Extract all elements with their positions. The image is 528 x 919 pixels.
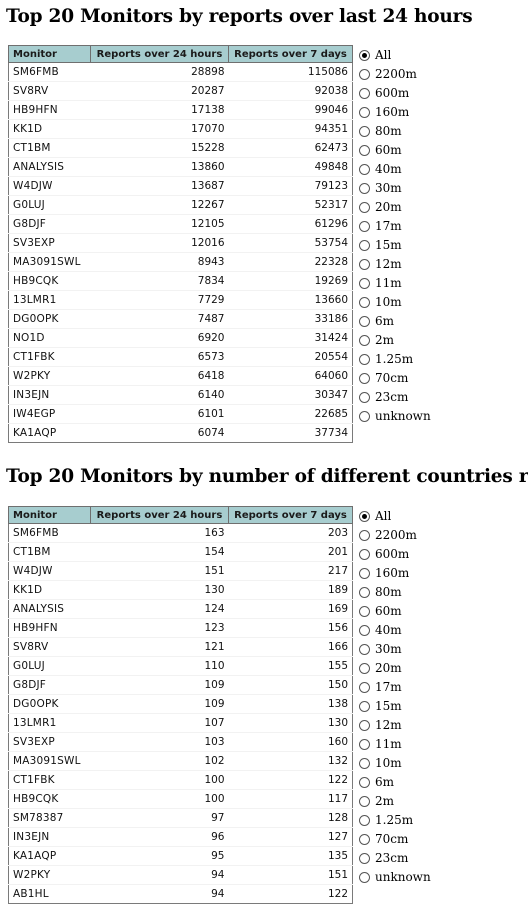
radio-button[interactable]	[359, 530, 370, 541]
band-option-20m[interactable]	[357, 659, 431, 678]
monitor-callsign: W4DJW	[9, 562, 91, 581]
band-label: 11m	[375, 737, 402, 751]
band-label: 20m	[375, 661, 402, 675]
band-option-6m[interactable]	[357, 312, 431, 331]
band-option-2200m[interactable]	[357, 526, 431, 545]
reports-24h-value: 109	[91, 695, 229, 714]
radio-button[interactable]	[359, 511, 370, 522]
reports-24h-value: 151	[91, 562, 229, 581]
reports-24h-value: 130	[91, 581, 229, 600]
band-label: 2m	[375, 794, 395, 808]
section2-title: Top 20 Monitors by number of different countries r	[6, 466, 528, 487]
band-label: 70cm	[375, 371, 409, 385]
reports-7d-value: 13660	[229, 291, 353, 310]
band-option-30m[interactable]	[357, 179, 431, 198]
table-row	[9, 676, 353, 695]
band-label: 12m	[375, 718, 402, 732]
monitor-callsign: IW4EGP	[9, 405, 91, 424]
table-row	[9, 82, 353, 101]
monitors-by-countries-table	[8, 506, 353, 904]
band-label: 2m	[375, 333, 395, 347]
band-option-12m[interactable]	[357, 255, 431, 274]
radio-button[interactable]	[359, 392, 370, 403]
monitor-callsign: HB9CQK	[9, 272, 91, 291]
column-header-reports-7d[interactable]: Reports over 7 days	[229, 46, 353, 63]
band-option-2200m[interactable]	[357, 65, 431, 84]
monitor-callsign: W2PKY	[9, 866, 91, 885]
radio-button[interactable]	[359, 758, 370, 769]
radio-button[interactable]	[359, 373, 370, 384]
reports-7d-value: 156	[229, 619, 353, 638]
monitor-callsign: MA3091SWL	[9, 752, 91, 771]
radio-button[interactable]	[359, 50, 370, 61]
table-row	[9, 177, 353, 196]
band-label: 17m	[375, 680, 402, 694]
radio-button[interactable]	[359, 720, 370, 731]
table-row	[9, 405, 353, 424]
table-row	[9, 386, 353, 405]
monitor-callsign: SV8RV	[9, 82, 91, 101]
radio-button[interactable]	[359, 107, 370, 118]
reports-24h-value: 7487	[91, 310, 229, 329]
radio-button[interactable]	[359, 796, 370, 807]
reports-7d-value: 22328	[229, 253, 353, 272]
reports-24h-value: 6573	[91, 348, 229, 367]
band-option-1-25m[interactable]	[357, 350, 431, 369]
reports-7d-value: 201	[229, 543, 353, 562]
band-option-10m[interactable]	[357, 293, 431, 312]
table-row	[9, 120, 353, 139]
table-row	[9, 367, 353, 386]
reports-24h-value: 109	[91, 676, 229, 695]
reports-7d-value: 150	[229, 676, 353, 695]
reports-24h-value: 28898	[91, 63, 229, 82]
table-row	[9, 847, 353, 866]
reports-24h-value: 107	[91, 714, 229, 733]
band-label: 60m	[375, 143, 402, 157]
reports-24h-value: 100	[91, 790, 229, 809]
reports-24h-value: 20287	[91, 82, 229, 101]
reports-7d-value: 99046	[229, 101, 353, 120]
reports-7d-value: 203	[229, 524, 353, 543]
band-label: 20m	[375, 200, 402, 214]
radio-button[interactable]	[359, 644, 370, 655]
table-row	[9, 695, 353, 714]
reports-7d-value: 138	[229, 695, 353, 714]
band-option-40m[interactable]	[357, 160, 431, 179]
radio-button[interactable]	[359, 278, 370, 289]
table-row	[9, 215, 353, 234]
reports-7d-value: 127	[229, 828, 353, 847]
band-option-15m[interactable]	[357, 236, 431, 255]
radio-button[interactable]	[359, 145, 370, 156]
table-row	[9, 329, 353, 348]
band-label: 70cm	[375, 832, 409, 846]
radio-button[interactable]	[359, 88, 370, 99]
monitor-callsign: HB9HFN	[9, 101, 91, 120]
radio-button[interactable]	[359, 701, 370, 712]
table-row	[9, 348, 353, 367]
band-label: 6m	[375, 775, 395, 789]
monitor-callsign: HB9CQK	[9, 790, 91, 809]
monitor-callsign: ANALYSIS	[9, 158, 91, 177]
table-row	[9, 771, 353, 790]
reports-24h-value: 7834	[91, 272, 229, 291]
reports-24h-value: 6418	[91, 367, 229, 386]
reports-7d-value: 132	[229, 752, 353, 771]
band-option-11m[interactable]	[357, 274, 431, 293]
radio-button[interactable]	[359, 625, 370, 636]
table-row	[9, 291, 353, 310]
reports-7d-value: 115086	[229, 63, 353, 82]
reports-24h-value: 17070	[91, 120, 229, 139]
band-label: 6m	[375, 314, 395, 328]
band-label: 1.25m	[375, 352, 414, 366]
band-option-11m[interactable]	[357, 735, 431, 754]
reports-7d-value: 22685	[229, 405, 353, 424]
reports-7d-value: 217	[229, 562, 353, 581]
reports-24h-value: 6101	[91, 405, 229, 424]
table-row	[9, 139, 353, 158]
band-label: 10m	[375, 756, 402, 770]
monitor-callsign: G8DJF	[9, 676, 91, 695]
monitor-callsign: SV3EXP	[9, 234, 91, 253]
radio-button[interactable]	[359, 872, 370, 883]
table-row	[9, 424, 353, 443]
band-label: 600m	[375, 86, 410, 100]
radio-button[interactable]	[359, 240, 370, 251]
radio-button[interactable]	[359, 183, 370, 194]
band-label: 80m	[375, 124, 402, 138]
band-option-160m[interactable]	[357, 103, 431, 122]
band-option-6m[interactable]	[357, 773, 431, 792]
monitor-callsign: DG0OPK	[9, 695, 91, 714]
table-row	[9, 752, 353, 771]
monitor-callsign: AB1HL	[9, 885, 91, 904]
band-option-17m[interactable]	[357, 217, 431, 236]
band-label: 2200m	[375, 528, 417, 542]
reports-7d-value: 155	[229, 657, 353, 676]
reports-24h-value: 6140	[91, 386, 229, 405]
band-radio-group-2	[357, 507, 431, 887]
reports-7d-value: 122	[229, 885, 353, 904]
monitor-callsign: G8DJF	[9, 215, 91, 234]
monitor-callsign: SM6FMB	[9, 63, 91, 82]
table-row	[9, 196, 353, 215]
radio-button[interactable]	[359, 853, 370, 864]
band-label: unknown	[375, 870, 431, 884]
radio-button[interactable]	[359, 834, 370, 845]
reports-7d-value: 61296	[229, 215, 353, 234]
table-row	[9, 158, 353, 177]
band-option-23cm[interactable]	[357, 849, 431, 868]
table-row	[9, 543, 353, 562]
band-option-600m[interactable]	[357, 84, 431, 103]
band-option-23cm[interactable]	[357, 388, 431, 407]
band-label: 15m	[375, 699, 402, 713]
radio-button[interactable]	[359, 69, 370, 80]
reports-7d-value: 189	[229, 581, 353, 600]
reports-7d-value: 128	[229, 809, 353, 828]
reports-24h-value: 7729	[91, 291, 229, 310]
reports-24h-value: 13860	[91, 158, 229, 177]
radio-button[interactable]	[359, 739, 370, 750]
monitor-callsign: HB9HFN	[9, 619, 91, 638]
reports-24h-value: 154	[91, 543, 229, 562]
reports-24h-value: 163	[91, 524, 229, 543]
table-row	[9, 310, 353, 329]
radio-button[interactable]	[359, 259, 370, 270]
monitor-callsign: SV8RV	[9, 638, 91, 657]
monitor-callsign: NO1D	[9, 329, 91, 348]
radio-button[interactable]	[359, 126, 370, 137]
band-option-20m[interactable]	[357, 198, 431, 217]
radio-button[interactable]	[359, 354, 370, 365]
monitor-callsign: 13LMR1	[9, 714, 91, 733]
band-option-40m[interactable]	[357, 621, 431, 640]
reports-7d-value: 30347	[229, 386, 353, 405]
reports-7d-value: 19269	[229, 272, 353, 291]
column-header-reports-24h[interactable]: Reports over 24 hours	[91, 46, 229, 63]
radio-button[interactable]	[359, 221, 370, 232]
band-option-600m[interactable]	[357, 545, 431, 564]
reports-24h-value: 94	[91, 866, 229, 885]
band-option-15m[interactable]	[357, 697, 431, 716]
radio-button[interactable]	[359, 335, 370, 346]
reports-7d-value: 166	[229, 638, 353, 657]
band-label: 30m	[375, 181, 402, 195]
table-row	[9, 101, 353, 120]
monitor-callsign: G0LUJ	[9, 657, 91, 676]
table-row	[9, 828, 353, 847]
reports-24h-value: 124	[91, 600, 229, 619]
reports-7d-value: 52317	[229, 196, 353, 215]
reports-7d-value: 53754	[229, 234, 353, 253]
radio-button[interactable]	[359, 164, 370, 175]
monitor-callsign: 13LMR1	[9, 291, 91, 310]
reports-24h-value: 12105	[91, 215, 229, 234]
monitor-callsign: SM6FMB	[9, 524, 91, 543]
reports-7d-value: 37734	[229, 424, 353, 443]
monitor-callsign: SV3EXP	[9, 733, 91, 752]
band-label: 10m	[375, 295, 402, 309]
table-row	[9, 600, 353, 619]
monitor-callsign: ANALYSIS	[9, 600, 91, 619]
band-option-all[interactable]	[357, 507, 431, 526]
table-row	[9, 524, 353, 543]
band-radio-group-1	[357, 46, 431, 426]
monitor-callsign: IN3EJN	[9, 386, 91, 405]
table-row	[9, 581, 353, 600]
reports-7d-value: 169	[229, 600, 353, 619]
reports-7d-value: 31424	[229, 329, 353, 348]
reports-7d-value: 49848	[229, 158, 353, 177]
reports-7d-value: 62473	[229, 139, 353, 158]
band-label: 12m	[375, 257, 402, 271]
reports-7d-value: 64060	[229, 367, 353, 386]
radio-button[interactable]	[359, 682, 370, 693]
table-row	[9, 809, 353, 828]
reports-7d-value: 92038	[229, 82, 353, 101]
table-row	[9, 733, 353, 752]
monitor-callsign: DG0OPK	[9, 310, 91, 329]
band-option-unknown[interactable]	[357, 868, 431, 887]
monitor-callsign: KA1AQP	[9, 847, 91, 866]
reports-24h-value: 110	[91, 657, 229, 676]
band-option-30m[interactable]	[357, 640, 431, 659]
band-option-60m[interactable]	[357, 141, 431, 160]
table-row	[9, 790, 353, 809]
band-label: All	[375, 48, 392, 62]
radio-button[interactable]	[359, 587, 370, 598]
monitor-callsign: G0LUJ	[9, 196, 91, 215]
band-label: 15m	[375, 238, 402, 252]
band-label: 17m	[375, 219, 402, 233]
reports-24h-value: 12267	[91, 196, 229, 215]
reports-24h-value: 121	[91, 638, 229, 657]
monitor-callsign: IN3EJN	[9, 828, 91, 847]
monitor-callsign: CT1BM	[9, 543, 91, 562]
reports-24h-value: 17138	[91, 101, 229, 120]
reports-24h-value: 123	[91, 619, 229, 638]
table-row	[9, 866, 353, 885]
reports-24h-value: 15228	[91, 139, 229, 158]
band-option-70cm[interactable]	[357, 830, 431, 849]
radio-button[interactable]	[359, 815, 370, 826]
table-row	[9, 885, 353, 904]
monitors-by-reports-table	[8, 45, 353, 443]
band-label: 2200m	[375, 67, 417, 81]
band-label: 160m	[375, 105, 410, 119]
table-row	[9, 619, 353, 638]
monitor-callsign: CT1BM	[9, 139, 91, 158]
monitor-callsign: MA3091SWL	[9, 253, 91, 272]
band-option-2m[interactable]	[357, 331, 431, 350]
column-header-reports-7d[interactable]: Reports over 7 days	[229, 507, 353, 524]
reports-24h-value: 96	[91, 828, 229, 847]
section1-title: Top 20 Monitors by reports over last 24 hours	[6, 6, 473, 27]
band-option-80m[interactable]	[357, 583, 431, 602]
band-option-all[interactable]	[357, 46, 431, 65]
reports-24h-value: 94	[91, 885, 229, 904]
radio-button[interactable]	[359, 316, 370, 327]
reports-7d-value: 122	[229, 771, 353, 790]
band-option-80m[interactable]	[357, 122, 431, 141]
column-header-monitor[interactable]: Monitor	[9, 507, 91, 524]
reports-24h-value: 103	[91, 733, 229, 752]
radio-button[interactable]	[359, 549, 370, 560]
table-row	[9, 63, 353, 82]
reports-7d-value: 79123	[229, 177, 353, 196]
band-option-unknown[interactable]	[357, 407, 431, 426]
reports-7d-value: 160	[229, 733, 353, 752]
band-option-70cm[interactable]	[357, 369, 431, 388]
column-header-monitor[interactable]: Monitor	[9, 46, 91, 63]
monitor-callsign: W2PKY	[9, 367, 91, 386]
reports-24h-value: 97	[91, 809, 229, 828]
reports-24h-value: 6074	[91, 424, 229, 443]
band-label: 23cm	[375, 851, 409, 865]
band-option-17m[interactable]	[357, 678, 431, 697]
monitor-callsign: CT1FBK	[9, 771, 91, 790]
reports-7d-value: 117	[229, 790, 353, 809]
monitor-callsign: KK1D	[9, 120, 91, 139]
table-row	[9, 234, 353, 253]
reports-24h-value: 12016	[91, 234, 229, 253]
reports-24h-value: 6920	[91, 329, 229, 348]
band-label: 11m	[375, 276, 402, 290]
monitor-callsign: CT1FBK	[9, 348, 91, 367]
radio-button[interactable]	[359, 606, 370, 617]
band-label: 600m	[375, 547, 410, 561]
monitor-callsign: KA1AQP	[9, 424, 91, 443]
band-label: 1.25m	[375, 813, 414, 827]
band-label: 80m	[375, 585, 402, 599]
radio-button[interactable]	[359, 663, 370, 674]
band-label: 40m	[375, 623, 402, 637]
monitor-callsign: W4DJW	[9, 177, 91, 196]
band-option-1-25m[interactable]	[357, 811, 431, 830]
band-label: All	[375, 509, 392, 523]
reports-24h-value: 13687	[91, 177, 229, 196]
radio-button[interactable]	[359, 411, 370, 422]
table-row	[9, 638, 353, 657]
table-row	[9, 272, 353, 291]
table-row	[9, 253, 353, 272]
monitor-callsign: SM78387	[9, 809, 91, 828]
band-option-10m[interactable]	[357, 754, 431, 773]
band-option-160m[interactable]	[357, 564, 431, 583]
band-option-60m[interactable]	[357, 602, 431, 621]
table-row	[9, 657, 353, 676]
band-label: unknown	[375, 409, 431, 423]
radio-button[interactable]	[359, 202, 370, 213]
band-option-2m[interactable]	[357, 792, 431, 811]
reports-7d-value: 130	[229, 714, 353, 733]
table-row	[9, 714, 353, 733]
radio-button[interactable]	[359, 777, 370, 788]
table-row	[9, 562, 353, 581]
band-label: 30m	[375, 642, 402, 656]
reports-24h-value: 8943	[91, 253, 229, 272]
band-label: 60m	[375, 604, 402, 618]
band-label: 40m	[375, 162, 402, 176]
monitor-callsign: KK1D	[9, 581, 91, 600]
reports-24h-value: 95	[91, 847, 229, 866]
reports-7d-value: 151	[229, 866, 353, 885]
reports-7d-value: 33186	[229, 310, 353, 329]
reports-24h-value: 100	[91, 771, 229, 790]
radio-button[interactable]	[359, 297, 370, 308]
reports-7d-value: 135	[229, 847, 353, 866]
column-header-reports-24h[interactable]: Reports over 24 hours	[91, 507, 229, 524]
band-label: 23cm	[375, 390, 409, 404]
reports-7d-value: 20554	[229, 348, 353, 367]
reports-24h-value: 102	[91, 752, 229, 771]
band-option-12m[interactable]	[357, 716, 431, 735]
band-label: 160m	[375, 566, 410, 580]
radio-button[interactable]	[359, 568, 370, 579]
reports-7d-value: 94351	[229, 120, 353, 139]
